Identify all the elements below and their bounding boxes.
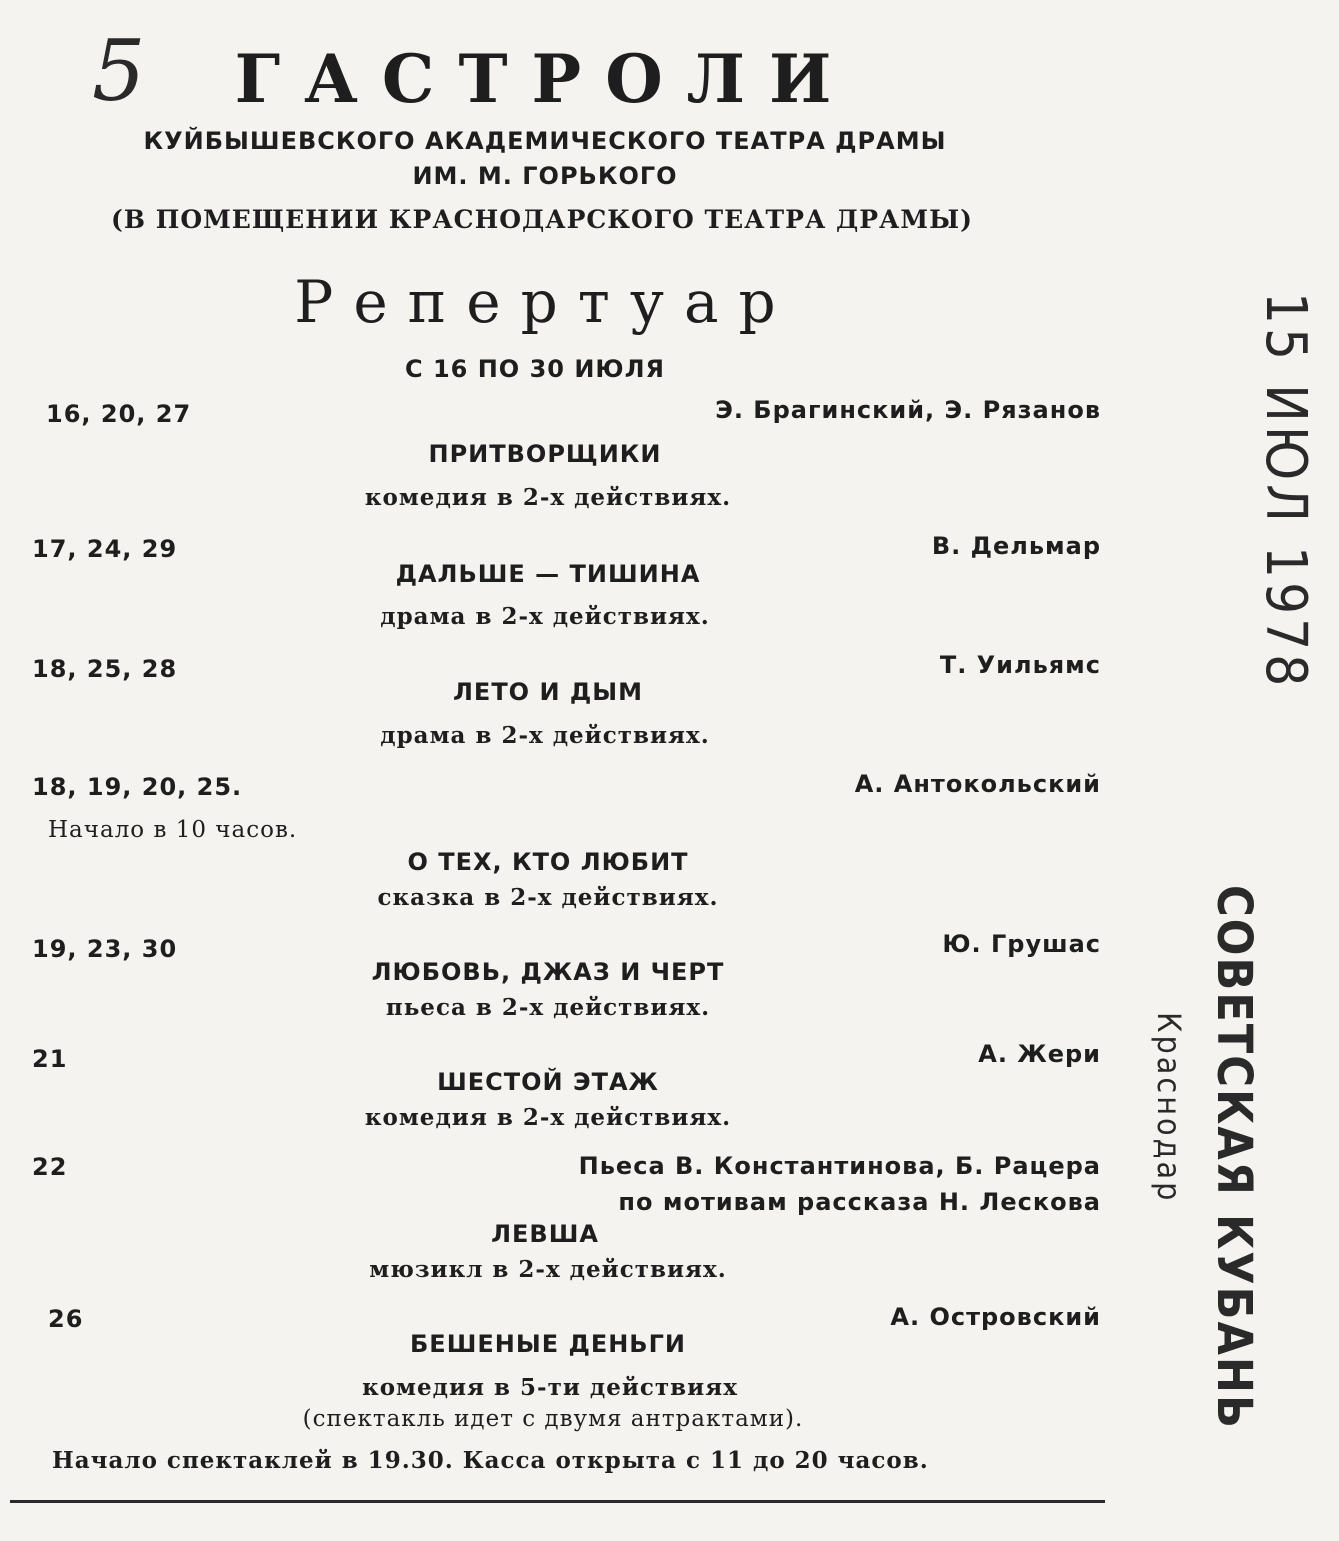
performance-7-genre: мюзикл в 2-х действиях. xyxy=(369,1256,727,1283)
performance-8-genre: комедия в 5-ти действиях xyxy=(362,1374,738,1401)
performance-5-title: ЛЮБОВЬ, ДЖАЗ И ЧЕРТ xyxy=(371,958,725,986)
performance-6-genre: комедия в 2-х действиях. xyxy=(364,1104,732,1131)
period: С 16 ПО 30 ИЮЛЯ xyxy=(405,355,665,383)
performance-6-author: А. Жери xyxy=(978,1040,1101,1068)
performance-3-genre: драма в 2-х действиях. xyxy=(380,722,710,749)
performance-4-genre: сказка в 2-х действиях. xyxy=(377,884,719,911)
performance-4-title: О ТЕХ, КТО ЛЮБИТ xyxy=(407,848,689,876)
performance-7-title: ЛЕВША xyxy=(491,1220,599,1248)
performance-8-author: А. Островский xyxy=(890,1303,1101,1331)
performance-7-author-line2: по мотивам рассказа Н. Лескова xyxy=(618,1188,1101,1216)
performance-5-author: Ю. Грушас xyxy=(942,930,1101,958)
performance-8-dates: 26 xyxy=(48,1305,84,1333)
performance-8-title: БЕШЕНЫЕ ДЕНЬГИ xyxy=(410,1330,686,1358)
performance-6-title: ШЕСТОЙ ЭТАЖ xyxy=(437,1068,659,1096)
announcement-title: ГАСТРОЛИ xyxy=(234,40,856,118)
performance-1-title: ПРИТВОРЩИКИ xyxy=(428,440,662,468)
performance-1-genre: комедия в 2-х действиях. xyxy=(364,484,732,511)
venue-note: (В ПОМЕЩЕНИИ КРАСНОДАРСКОГО ТЕАТРА ДРАМЫ) xyxy=(111,205,973,234)
performance-2-genre: драма в 2-х действиях. xyxy=(380,603,710,630)
newspaper-stamp: СОВЕТСКАЯ КУБАНЬ xyxy=(1206,885,1262,1430)
bottom-rule xyxy=(10,1500,1105,1503)
performance-7-dates: 22 xyxy=(32,1153,68,1181)
theatre-name: КУЙБЫШЕВСКОГО АКАДЕМИЧЕСКОГО ТЕАТРА ДРАМЫ xyxy=(143,127,947,155)
performance-2-dates: 17, 24, 29 xyxy=(32,535,178,563)
performance-1-author: Э. Брагинский, Э. Рязанов xyxy=(715,396,1101,424)
repertoire-heading: Репертуар xyxy=(294,268,796,336)
city-stamp: Краснодар xyxy=(1150,1012,1188,1204)
handwritten-number: 5 xyxy=(92,22,146,120)
theatre-name-line2: ИМ. М. ГОРЬКОГО xyxy=(412,162,678,190)
date-stamp: 15 ИЮЛ 1978 xyxy=(1253,292,1318,691)
performance-6-dates: 21 xyxy=(32,1045,68,1073)
performance-3-author: Т. Уильямс xyxy=(939,651,1101,679)
performance-1-dates: 16, 20, 27 xyxy=(46,400,192,428)
performance-5-dates: 19, 23, 30 xyxy=(32,935,178,963)
performance-4-dates: 18, 19, 20, 25. xyxy=(32,773,243,801)
performance-5-genre: пьеса в 2-х действиях. xyxy=(385,994,711,1021)
performance-7-author: Пьеса В. Константинова, Б. Рацера xyxy=(578,1152,1101,1180)
performance-3-dates: 18, 25, 28 xyxy=(32,655,178,683)
performance-4-author: А. Антокольский xyxy=(854,770,1101,798)
footer-note: Начало спектаклей в 19.30. Касса открыта с 11 до 20 часов. xyxy=(52,1447,929,1474)
performance-3-title: ЛЕТО И ДЫМ xyxy=(452,678,644,706)
performance-4-note: Начало в 10 часов. xyxy=(48,817,298,843)
performance-8-genre-line2: (спектакль идет с двумя антрактами). xyxy=(302,1406,804,1432)
performance-2-author: В. Дельмар xyxy=(931,532,1101,560)
performance-2-title: ДАЛЬШЕ — ТИШИНА xyxy=(395,560,701,588)
